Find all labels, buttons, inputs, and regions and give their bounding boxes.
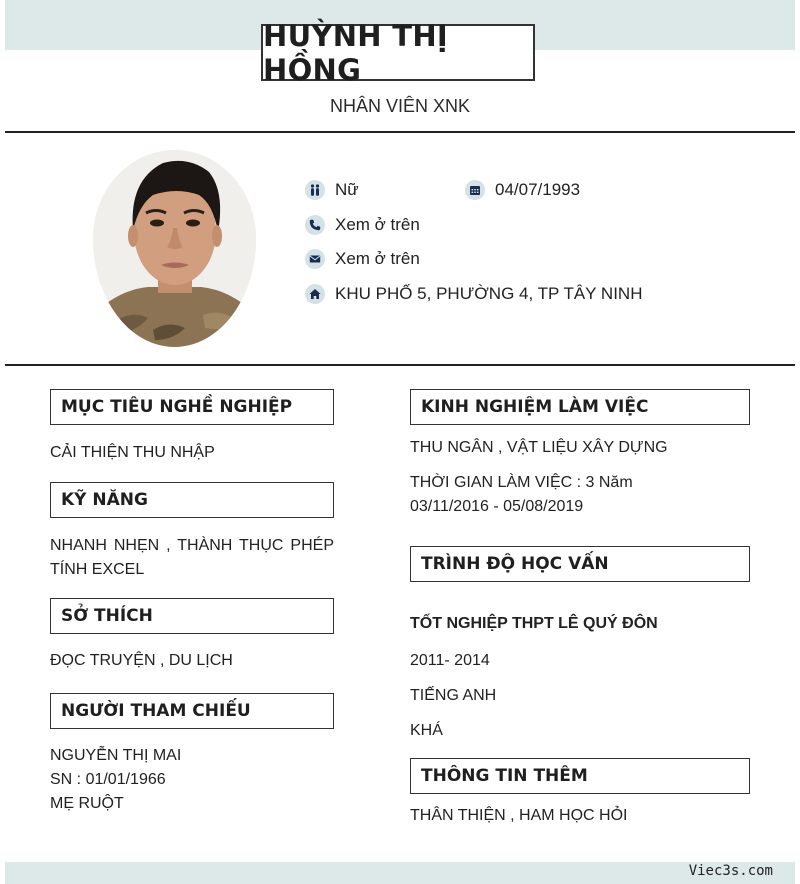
right-column [410, 389, 750, 828]
objective-text: CẢI THIỆN THU NHẬP [50, 444, 215, 461]
birthdate-item [465, 180, 580, 200]
email-value: Xem ở trên [335, 249, 420, 268]
footer-brand: Viec3s.com [688, 863, 773, 879]
email-item [305, 249, 420, 269]
calendar-icon [465, 180, 485, 200]
extra-info-heading: THÔNG TIN THÊM [410, 758, 750, 794]
profile-photo [93, 150, 256, 347]
address-value: KHU PHỐ 5, PHƯỜNG 4, TP TÂY NINH [335, 284, 643, 303]
portrait-illustration [93, 150, 256, 347]
reference-birth: SN : 01/01/1966 [50, 771, 166, 788]
experience-duration: THỜI GIAN LÀM VIỆC : 3 Năm [410, 474, 633, 491]
footer-band [5, 862, 795, 884]
phone-value: Xem ở trên [335, 215, 420, 234]
reference-relation: MẸ RUỘT [50, 795, 124, 812]
phone-icon [305, 215, 325, 235]
left-column [50, 389, 334, 816]
education-heading: TRÌNH ĐỘ HỌC VẤN [410, 546, 750, 582]
gender-item [305, 180, 359, 200]
email-icon [305, 249, 325, 269]
experience-heading: KINH NGHIỆM LÀM VIỆC [410, 389, 750, 425]
divider-middle [5, 364, 795, 366]
reference-details [50, 744, 334, 816]
education-language: TIẾNG ANH [410, 687, 497, 704]
reference-name: NGUYỄN THỊ MAI [50, 747, 182, 764]
gender-icon [305, 180, 325, 200]
address-item [305, 284, 642, 304]
candidate-name: HUỲNH THỊ HỒNG [261, 24, 535, 81]
reference-heading: NGƯỜI THAM CHIẾU [50, 693, 334, 729]
objective-heading: MỤC TIÊU NGHỀ NGHIỆP [50, 389, 334, 425]
extra-info-text: THÂN THIỆN , HAM HỌC HỎI [410, 807, 628, 824]
birthdate-value: 04/07/1993 [495, 180, 581, 199]
home-icon [305, 284, 325, 304]
skills-heading: KỸ NĂNG [50, 482, 334, 518]
divider-top [5, 131, 795, 133]
education-school: TỐT NGHIỆP THPT LÊ QUÝ ĐÔN [410, 615, 658, 632]
hobbies-heading: SỞ THÍCH [50, 598, 334, 634]
gender-value: Nữ [335, 180, 359, 199]
phone-item [305, 215, 420, 235]
hobbies-text: ĐỌC TRUYỆN , DU LỊCH [50, 652, 233, 669]
experience-period: 03/11/2016 - 05/08/2019 [410, 498, 584, 515]
skills-text: NHANH NHẸN , THÀNH THỤC PHÉP TÍNH EXCEL [50, 537, 334, 578]
experience-position: THU NGÂN , VẬT LIỆU XÂY DỰNG [410, 439, 668, 456]
education-level: KHÁ [410, 722, 443, 739]
education-years: 2011- 2014 [410, 652, 490, 669]
job-title: NHÂN VIÊN XNK [329, 96, 471, 116]
